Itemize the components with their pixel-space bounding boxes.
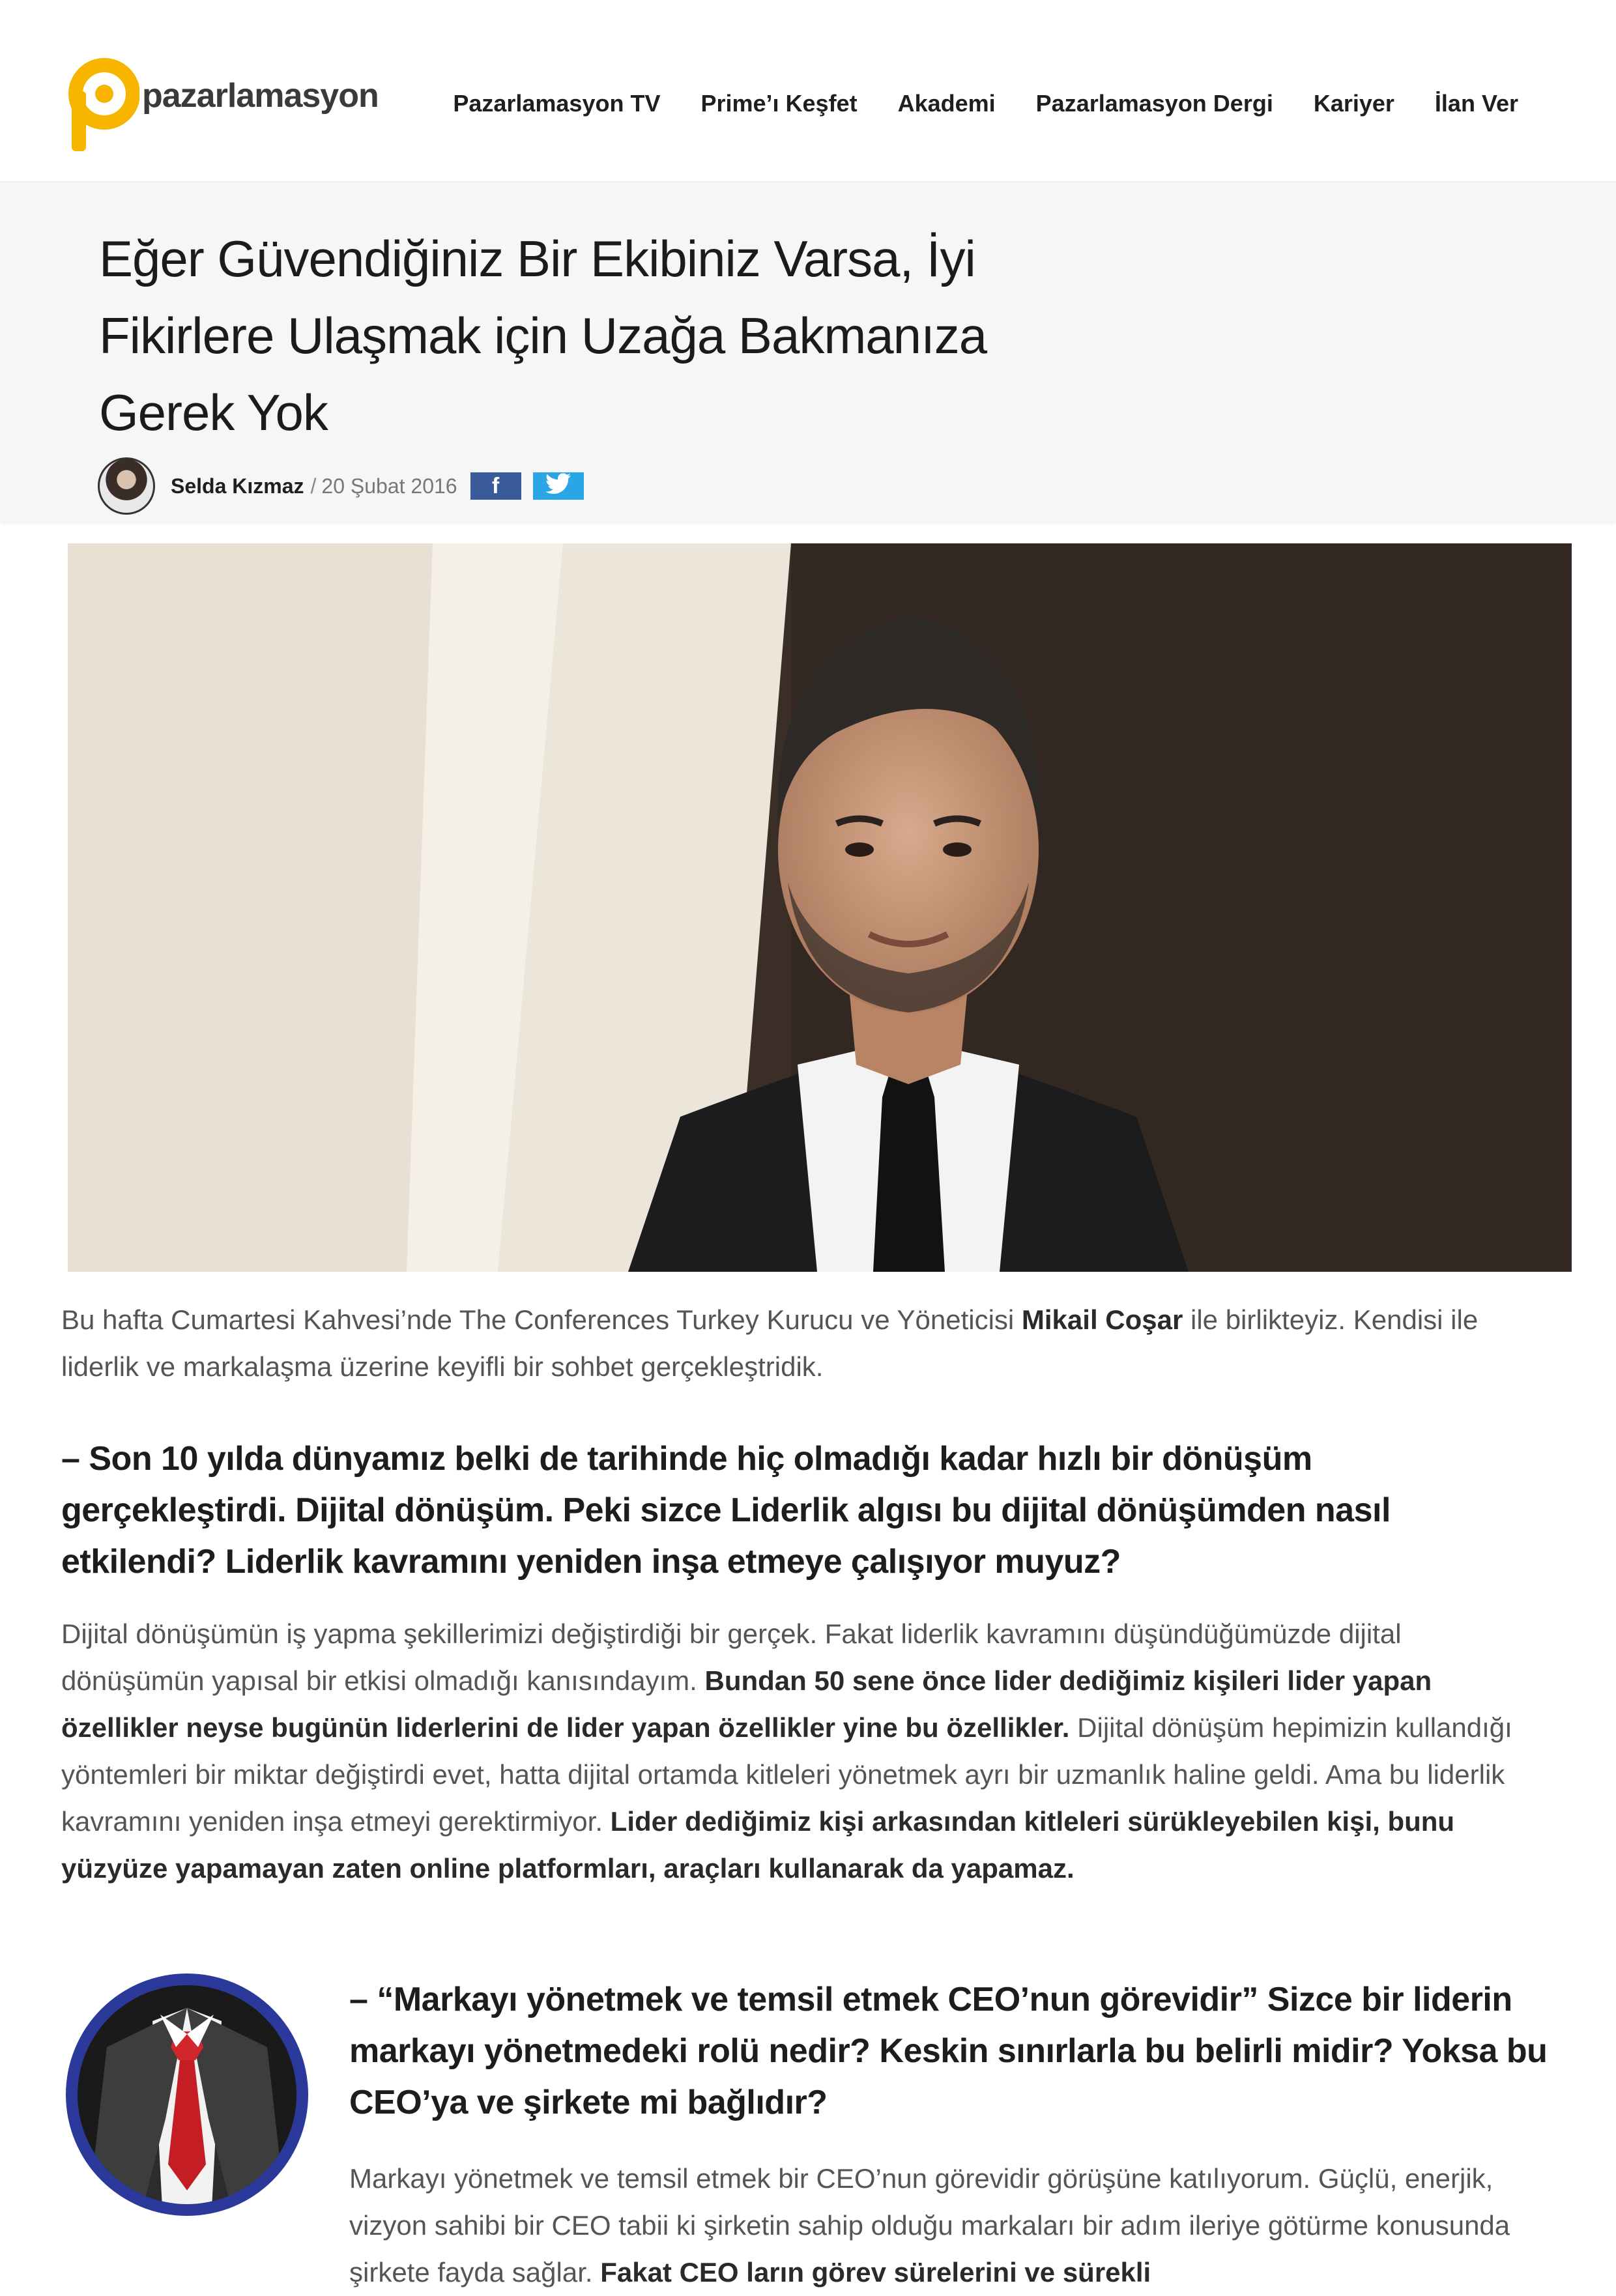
site-header [0, 0, 1616, 182]
main-nav [453, 90, 1518, 117]
nav-item-kariyer[interactable]: Kariyer [1313, 90, 1394, 117]
nav-item-akademi[interactable]: Akademi [897, 90, 996, 117]
answer-1-text-2: Dijital dönüşüm hepimizin kullandığı yöntemleri bir miktar değiştirdi evet, hatta dijital ortamda kitleleri yönetmek ayrı bir uzmanlık haline geldi. Ama bu liderlik kavramını yeniden inşa etmeyi gerektirmiyor. [61, 1712, 1512, 1837]
site-logo[interactable] [64, 56, 379, 151]
answer-1 [61, 1611, 1534, 1892]
answer-2-bold: Fakat CEO ların görev sürelerini ve sürekli [600, 2257, 1151, 2288]
answer-1-bold: Bundan 50 sene önce lider dediğimiz kişileri lider yapan özellikler neyse bugünün liderlerini de lider yapan özellikler yine bu özellikler. [61, 1665, 1432, 1743]
answer-2 [349, 2155, 1548, 2296]
article-title: Eğer Güvendiğiniz Bir Ekibiniz Varsa, İyi Fikirlere Ulaşmak için Uzağa Bakmanıza Gerek Yok [99, 230, 987, 441]
meta-separator: / [310, 474, 317, 498]
facebook-share-button[interactable] [470, 472, 521, 500]
post-date: 20 Şubat 2016 [321, 474, 457, 498]
twitter-icon [545, 473, 571, 499]
question-2: – “Markayı yönetmek ve temsil etmek CEO’nun görevidir” Sizce bir liderin markayı yönetmedeki rolü nedir? Keskin sınırlarla bu belirli midir? Yoksa bu CEO’ya ve şirkete mi bağlıdır? [349, 1981, 1548, 2121]
answer-1-bold-2: Lider dediğimiz kişi arkasından kitleleri sürükleyebilen kişi, bunu yüzyüze yapamayan zaten online platformları, araçları kullanarak da yapamaz. [61, 1806, 1455, 1884]
article-meta [98, 457, 584, 515]
intro-paragraph [61, 1297, 1534, 1390]
nav-item-dergi[interactable]: Pazarlamasyon Dergi [1035, 90, 1273, 117]
logo-mark-icon [64, 56, 139, 151]
answer-1-text: Dijital dönüşümün iş yapma şekillerimizi değiştirdiği bir gerçek. Fakat liderlik kavramını düşündüğümüzde dijital dönüşümün yapısal bir etkisi olmadığı kanısındayım. [61, 1618, 1402, 1696]
question-1: – Son 10 yılda dünyamız belki de tarihinde hiç olmadığı kadar hızlı bir dönüşüm gerçekleştirdi. Dijital dönüşüm. Peki sizce Liderlik algısı bu dijital dönüşümden nasıl etkilendi? Liderlik kavramını yeniden inşa etmeye çalışıyor muyuz? [61, 1440, 1391, 1581]
intro-bold: Mikail Coşar [1021, 1304, 1183, 1335]
answer-2-text: Markayı yönetmek ve temsil etmek bir CEO’nun görevidir görüşüne katılıyorum. Güçlü, enerjik, vizyon sahibi bir CEO tabii ki şirketin sahip olduğu markaları bir adım ileriye götürme konusunda şirkete fayda sağlar. [349, 2163, 1510, 2288]
twitter-share-button[interactable] [533, 472, 584, 500]
intro-text: Bu hafta Cumartesi Kahvesi’nde The Conferences Turkey Kurucu ve Yöneticisi [61, 1304, 1022, 1335]
author-name[interactable]: Selda Kızmaz [171, 474, 304, 498]
intro-text-2: ile birlikteyiz. Kendisi ile liderlik ve markalaşma üzerine keyifli bir sohbet gerçekleştridik. [61, 1304, 1479, 1382]
facebook-icon: f [491, 473, 500, 498]
hero-image [68, 543, 1572, 1272]
nav-item-ilan-ver[interactable]: İlan Ver [1434, 90, 1518, 117]
ceo-suit-badge-icon [61, 1969, 313, 2220]
article-header [0, 182, 1616, 521]
nav-item-pazarlamasyon-tv[interactable]: Pazarlamasyon TV [453, 90, 661, 117]
nav-item-prime[interactable]: Prime’ı Keşfet [700, 90, 858, 117]
logo-wordmark: pazarlamasyon [142, 77, 379, 115]
author-avatar[interactable] [98, 457, 155, 515]
